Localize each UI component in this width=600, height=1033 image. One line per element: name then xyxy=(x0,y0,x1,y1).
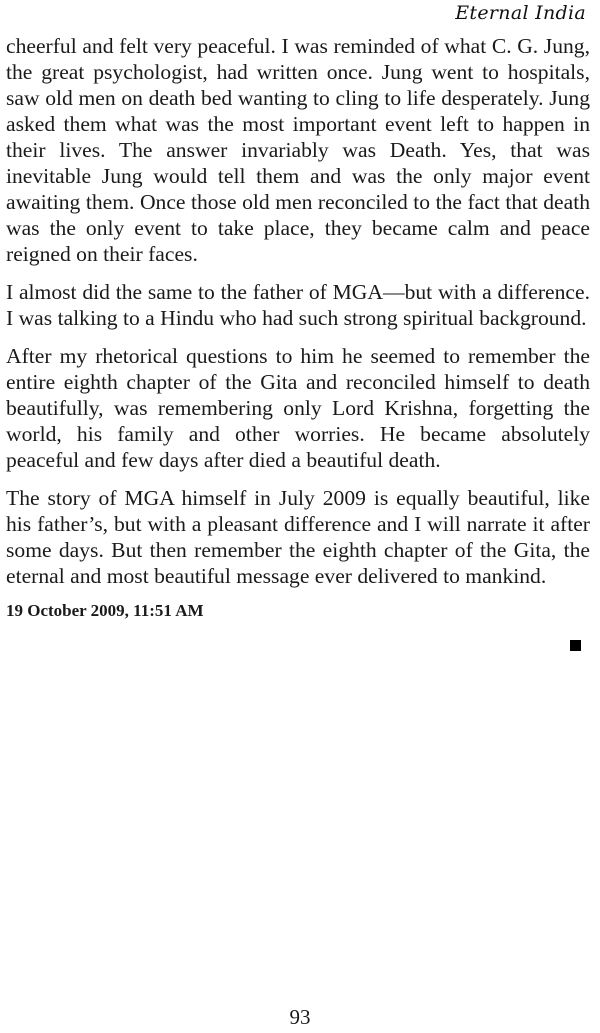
paragraph: I almost did the same to the father of MGA—but with a difference. I was talking to a Hindu who had such strong spiritual background. xyxy=(6,280,590,330)
paragraph: The story of MGA himself in July 2009 is equally beautiful, like his father’s, but with a pleasant difference and I will narrate it after some days. But then remember the eighth chapter of the Gita, the eternal and most beautiful message ever delivered to mankind. xyxy=(6,486,590,588)
page-body xyxy=(6,33,590,622)
running-head-title: Eternal India xyxy=(455,2,586,24)
page-number: 93 xyxy=(289,1005,311,1029)
paragraph: cheerful and felt very peaceful. I was reminded of what C. G. Jung, the great psychologist, had written once. Jung went to hospitals, saw old men on death bed wanting to cling to life desperately. Jung asked them what was the most important event left to happen in their lives. The answer invariably was Death. Yes, that was inevitable Jung would tell them and was the only major event awaiting them. Once those old men reconciled to the fact that death was the only event to take place, they became calm and peace reigned on their faces. xyxy=(6,34,590,266)
dateline: 19 October 2009, 11:51 AM xyxy=(6,601,204,620)
black-square-icon xyxy=(570,640,581,651)
paragraph: After my rhetorical questions to him he seemed to remember the entire eighth chapter of the Gita and reconciled himself to death beautifully, was remembering only Lord Krishna, forgetting the world, his family and other worries. He became absolutely peaceful and few days after died a beautiful death. xyxy=(6,344,590,472)
